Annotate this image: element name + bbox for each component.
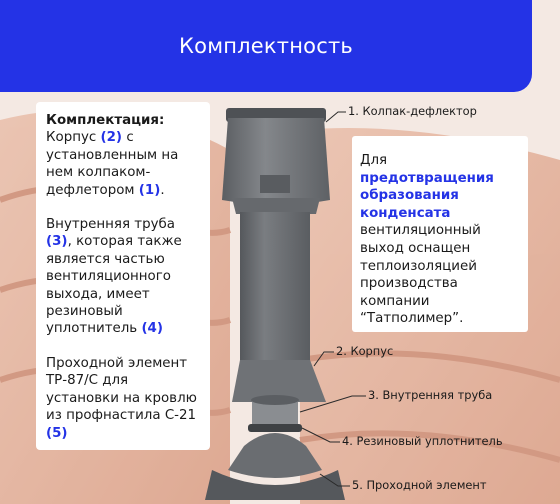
ref-number: (5) [46,425,68,441]
ref-number: (4) [141,321,163,337]
kit-description-card [36,102,210,450]
page-title: Комплектность [179,34,353,58]
deflector-cap [222,108,330,214]
kit-heading: Комплектация: [46,113,165,128]
kit-paragraph-3: Проходной элемент ТР-87/С для установки на кровлю из профнастила С-21 (5) [46,355,197,441]
callout-pass-through: 5. Проходной элемент [352,478,487,492]
callout-inner-pipe: 3. Внутренняя труба [368,388,493,402]
inner-pipe [251,395,299,426]
callout-rubber-seal: 4. Резиновый уплотнитель [342,434,503,448]
ref-number: (1) [138,182,161,198]
header-banner [0,0,532,92]
ref-number: (3) [46,234,68,250]
kit-paragraph-2: Внутренняя труба (3), которая также является частью вентиляционного выхода, имеет резиновый уплотнитель (4) [46,217,182,337]
rubber-seal [248,424,302,432]
callout-housing: 2. Корпус [336,344,394,358]
ref-number: (2) [100,130,123,146]
highlight-text: предотвращения образования конденсата [360,170,494,221]
insulation-note-card: Для предотвращения образования конденсата вентиляционный выход оснащен теплоизоляцией производства компании “Татполимер”. [352,136,528,332]
kit-paragraph-1: Комплектация: Корпус (2) с установленным на нем колпаком-дефлетором (1). [46,113,179,198]
callout-deflector-cap: 1. Колпак-дефлектор [348,104,477,118]
